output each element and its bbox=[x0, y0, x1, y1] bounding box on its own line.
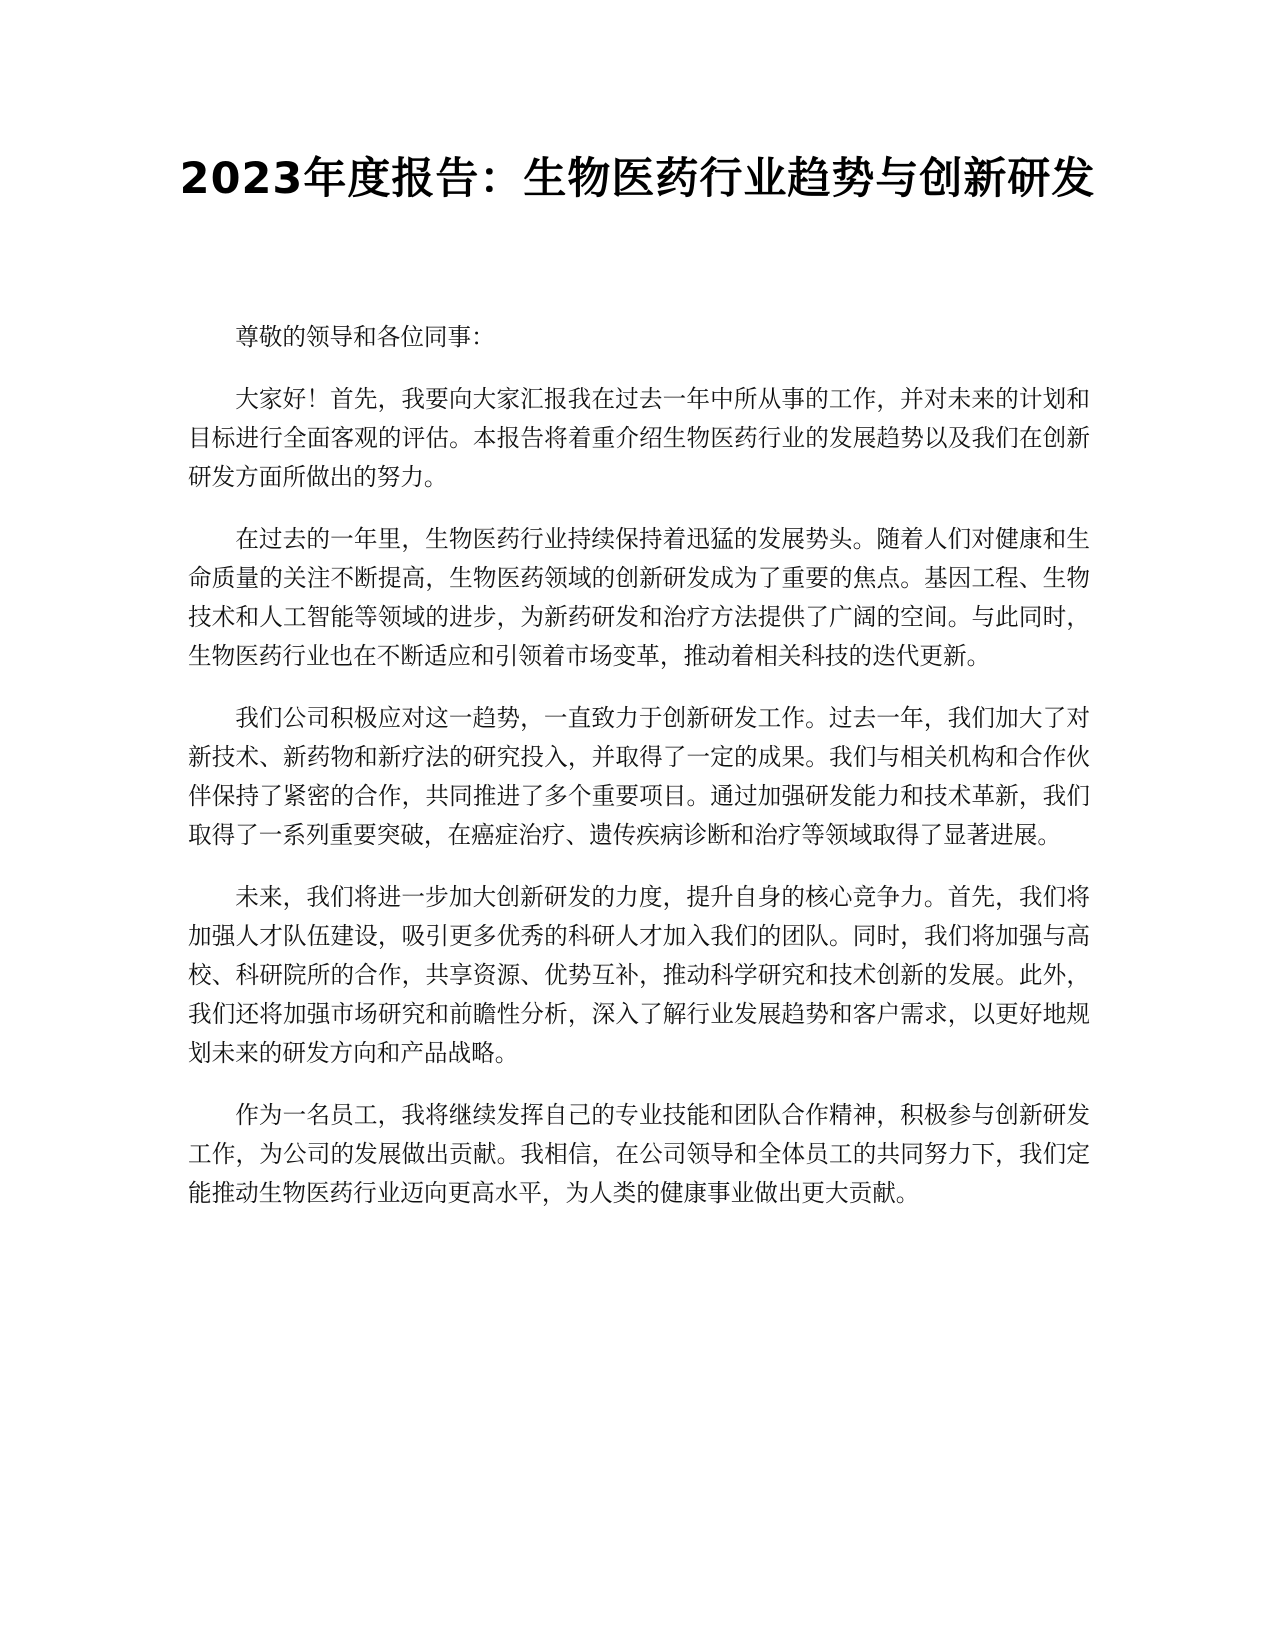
company-progress-paragraph: 我们公司积极应对这一趋势，一直致力于创新研发工作。过去一年，我们加大了对新技术、新药物和新疗法的研究投入，并取得了一定的成果。我们与相关机构和合作伙伴保持了紧密的合作，共同推进了多个重要项目。通过加强研发能力和技术革新，我们取得了一系列重要突破，在癌症治疗、遗传疾病诊断和治疗等领域取得了显著进展。 bbox=[188, 704, 1090, 849]
salutation-paragraph: 尊敬的领导和各位同事： bbox=[235, 323, 495, 351]
document-body bbox=[188, 318, 1090, 1236]
intro-paragraph: 大家好！首先，我要向大家汇报我在过去一年中所从事的工作，并对未来的计划和目标进行全面客观的评估。本报告将着重介绍生物医药行业的发展趋势以及我们在创新研发方面所做出的努力。 bbox=[188, 385, 1090, 491]
industry-trend-paragraph: 在过去的一年里，生物医药行业持续保持着迅猛的发展势头。随着人们对健康和生命质量的关注不断提高，生物医药领域的创新研发成为了重要的焦点。基因工程、生物技术和人工智能等领域的进步，为新药研发和治疗方法提供了广阔的空间。与此同时，生物医药行业也在不断适应和引领着市场变革，推动着相关科技的迭代更新。 bbox=[188, 525, 1090, 670]
document-title: 2023年度报告：生物医药行业趋势与创新研发 bbox=[179, 154, 1096, 204]
closing-paragraph: 作为一名员工，我将继续发挥自己的专业技能和团队合作精神，积极参与创新研发工作，为公司的发展做出贡献。我相信，在公司领导和全体员工的共同努力下，我们定能推动生物医药行业迈向更高水平，为人类的健康事业做出更大贡献。 bbox=[188, 1101, 1090, 1207]
future-plan-paragraph: 未来，我们将进一步加大创新研发的力度，提升自身的核心竞争力。首先，我们将加强人才队伍建设，吸引更多优秀的科研人才加入我们的团队。同时，我们将加强与高校、科研院所的合作，共享资源、优势互补，推动科学研究和技术创新的发展。此外，我们还将加强市场研究和前瞻性分析，深入了解行业发展趋势和客户需求，以更好地规划未来的研发方向和产品战略。 bbox=[188, 883, 1090, 1067]
